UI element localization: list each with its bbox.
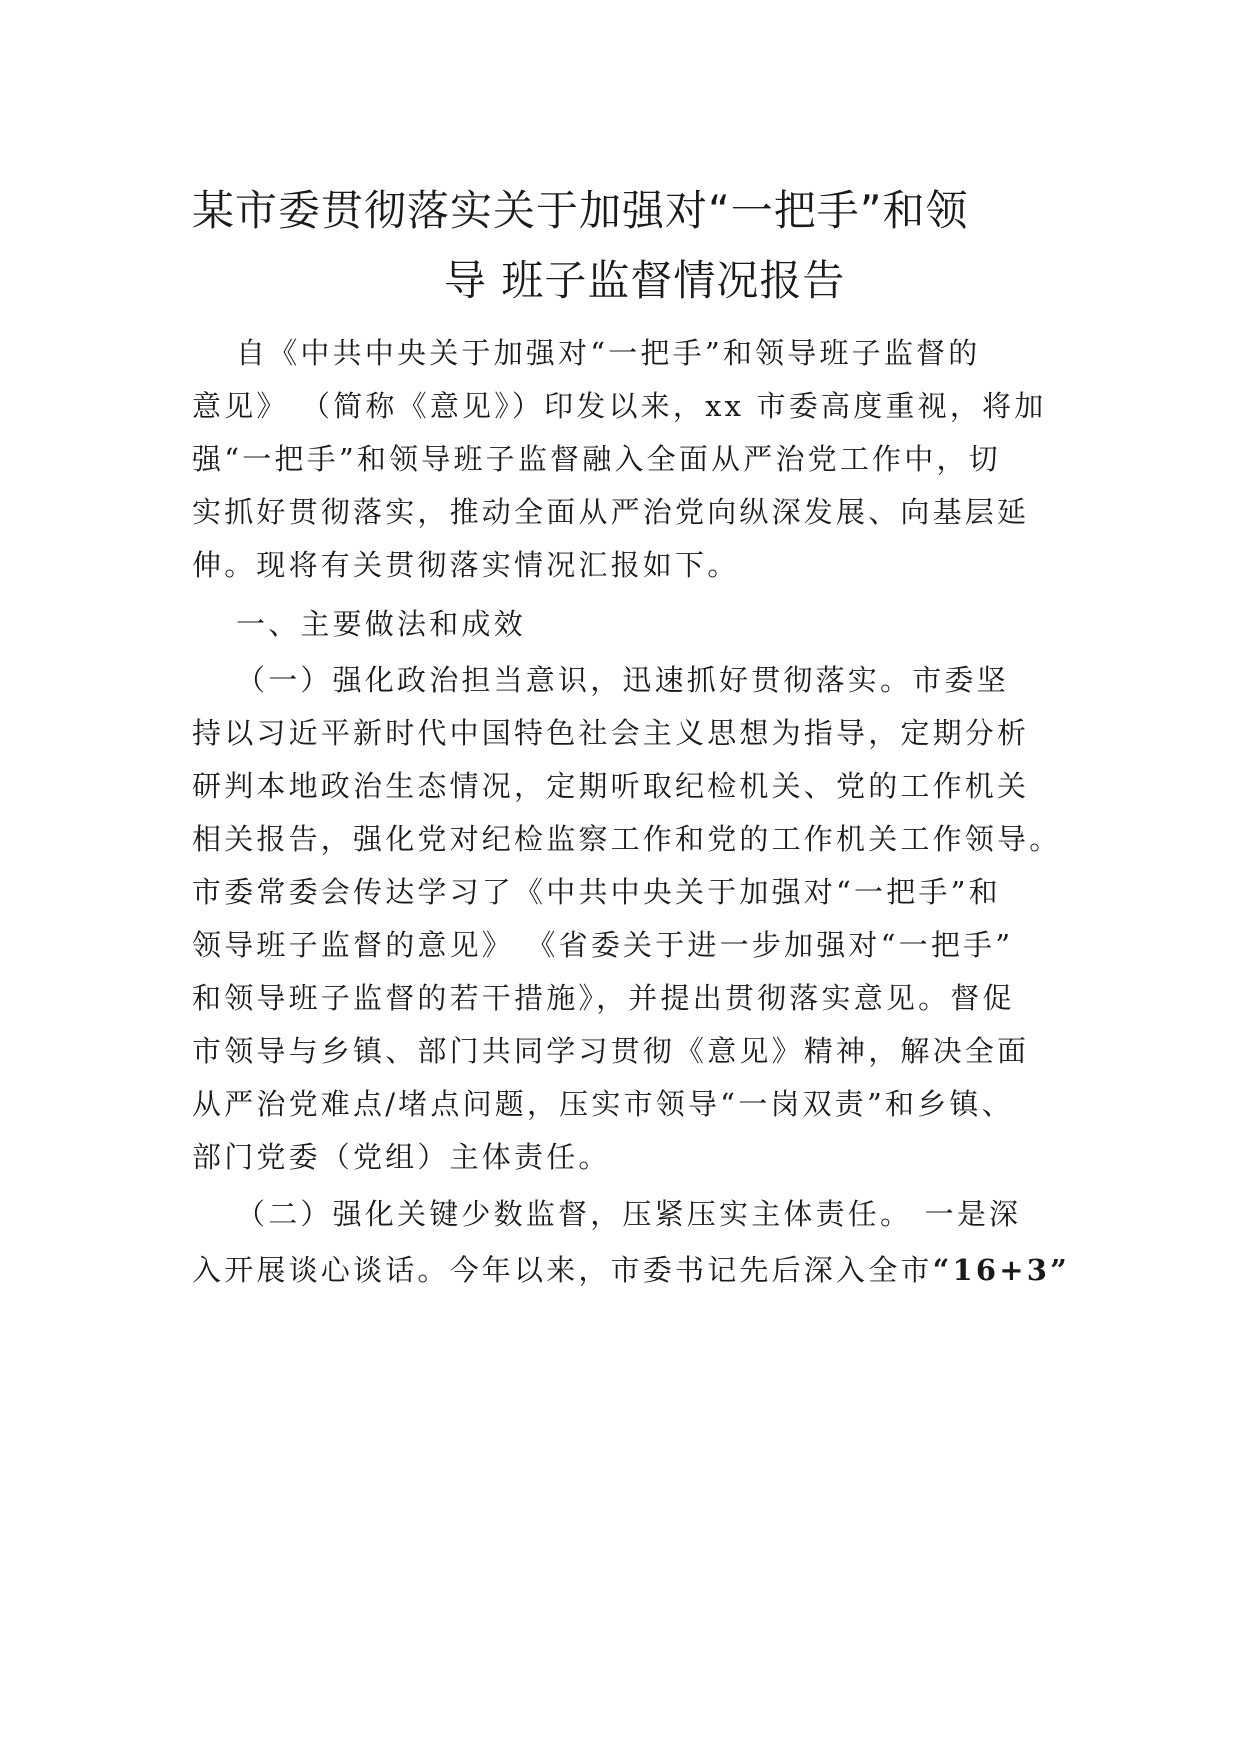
body-line: 市委常委会传达学习了《中共中央关于加强对“一把手”和: [192, 875, 1001, 909]
body-line: （一）强化政治担当意识，迅速抓好贯彻落实。市委坚: [236, 663, 1009, 697]
body-line: 强“一把手”和领导班子监督融入全面从严治党工作中，切: [192, 442, 1001, 476]
body-line: （二）强化关键少数监督，压紧压实主体责任。 一是深: [236, 1197, 1022, 1231]
emphasis-number: “16+3”: [932, 1253, 1071, 1287]
body-line: 市领导与乡镇、部门共同学习贯彻《意见》精神，解决全面: [192, 1034, 1030, 1068]
body-line-last: [192, 1250, 1072, 1290]
body-line: 意见》 （简称《意见》）印发以来，xx 市委高度重视，将加: [192, 389, 1047, 423]
body-line: 持以习近平新时代中国特色社会主义思想为指导，定期分析: [192, 716, 1030, 750]
body-line: 实抓好贯彻落实，推动全面从严治党向纵深发展、向基层延: [192, 495, 1030, 529]
body-line: 领导班子监督的意见》 《省委关于进一步加强对“一把手”: [192, 928, 1014, 962]
body-line: 研判本地政治生态情况，定期听取纪检机关、党的工作机关: [192, 769, 1030, 803]
body-line: 相关报告，强化党对纪检监察工作和党的工作机关工作领导。: [192, 822, 1062, 856]
body-line: 和领导班子监督的若干措施》，并提出贯彻落实意见。督促: [192, 981, 1015, 1015]
body-line: 伸。现将有关贯彻落实情况汇报如下。: [192, 548, 740, 582]
document-title-line-1: 某市委贯彻落实关于加强对“一把手”和领: [192, 186, 969, 235]
body-line: 自《中共中央关于加强对“一把手”和领导班子监督的: [236, 336, 981, 370]
document-title-line-2: 导 班子监督情况报告: [444, 256, 846, 305]
section-heading: 一、主要做法和成效: [236, 607, 526, 641]
body-line: 部门党委（党组）主体责任。: [192, 1140, 611, 1174]
body-line-last-text: 入开展谈心谈话。今年以来，市委书记先后深入全市: [192, 1253, 933, 1287]
body-line: 从严治党难点/堵点问题，压实市领导“一岗双责”和乡镇、: [192, 1087, 1014, 1121]
